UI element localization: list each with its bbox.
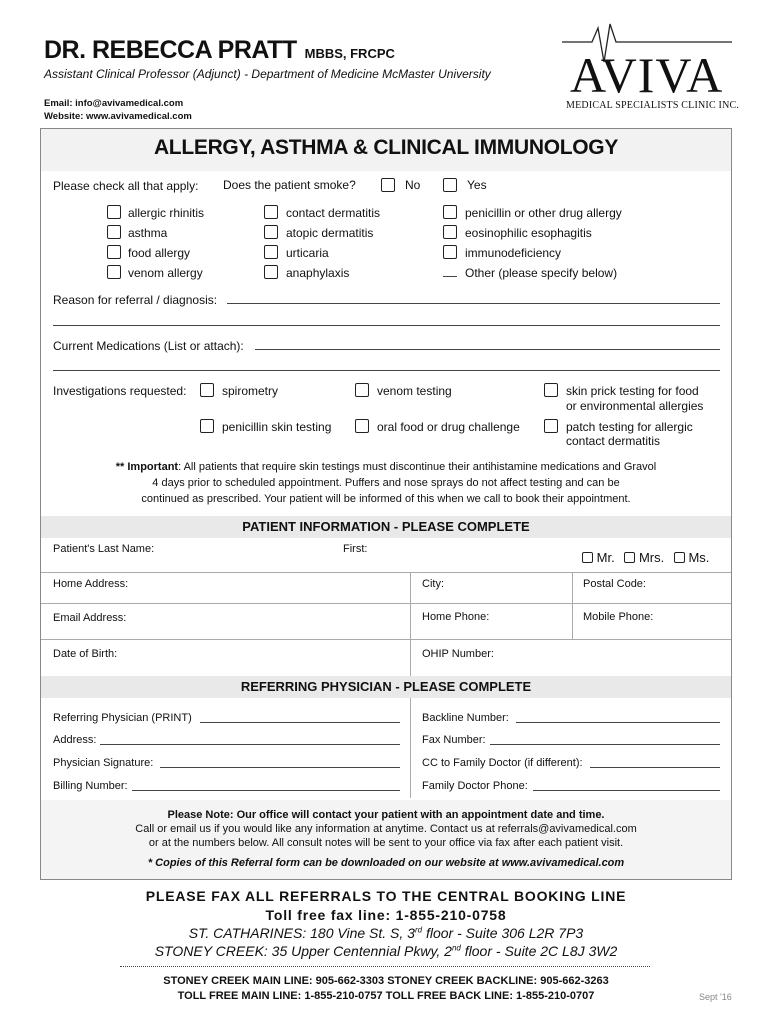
penicillin-skin-checkbox[interactable] (200, 419, 214, 433)
home-phone-label: Home Phone: (422, 611, 490, 623)
row-divider (41, 572, 731, 573)
investigation-label: or environmental allergies (566, 399, 704, 413)
logo-wordmark: AVIVA (570, 47, 724, 103)
skin-prick-checkbox[interactable] (544, 383, 558, 397)
ms-checkbox[interactable] (674, 552, 685, 563)
email-line: Email: info@avivamedical.com (44, 98, 184, 109)
condition-label: asthma (128, 226, 168, 240)
note-box: Please Note: Our office will contact your patient with an appointment date and time. Call or email us if you would like any information at anytime. Contact us at referrals@avivamedical.com or at the numbers below. All consult notes will be sent to your office via fax after each patient visit. * Copies of this Referral form can be downloaded on our website at www.avivamedical.com (135, 809, 637, 869)
asthma-checkbox[interactable] (107, 225, 121, 239)
investigation-label: contact dermatitis (566, 434, 661, 448)
website-line: Website: www.avivamedical.com (44, 111, 192, 122)
reason-field[interactable] (227, 303, 720, 304)
column-divider (410, 698, 411, 798)
investigation-label: spirometry (222, 384, 279, 398)
check-prompt: Please check all that apply: (53, 179, 199, 193)
eosinophilic-esophagitis-checkbox[interactable] (443, 225, 457, 239)
doctor-title: Assistant Clinical Professor (Adjunct) - Department of Medicine McMaster University (44, 67, 491, 81)
urticaria-checkbox[interactable] (264, 245, 278, 259)
condition-label: allergic rhinitis (128, 206, 205, 220)
cc-family-label: CC to Family Doctor (if different): (422, 757, 583, 769)
condition-label: atopic dermatitis (286, 226, 374, 240)
immunodeficiency-checkbox[interactable] (443, 245, 457, 259)
reason-label: Reason for referral / diagnosis: (53, 293, 218, 307)
medications-label: Current Medications (List or attach): (53, 339, 244, 353)
investigation-label: patch testing for allergic (566, 420, 693, 434)
smoke-yes-label: Yes (467, 178, 487, 192)
city-label: City: (422, 578, 444, 590)
condition-label: Other (please specify below) (465, 266, 618, 280)
first-name-label: First: (343, 543, 368, 555)
backline-label: Backline Number: (422, 712, 509, 724)
reason-field-line2[interactable] (53, 325, 720, 326)
fax-headline: PLEASE FAX ALL REFERRALS TO THE CENTRAL BOOKING LINE (145, 888, 627, 904)
smoke-no-label: No (405, 178, 421, 192)
st-catharines-address: ST. CATHARINES: 180 Vine St. S, 3rd floor - Suite 306 L2R 7P3 (188, 925, 584, 941)
postal-code-label: Postal Code: (583, 578, 646, 590)
row-divider (41, 639, 731, 640)
condition-label: eosinophilic esophagitis (465, 226, 592, 240)
fax-label: Fax Number: (422, 734, 486, 746)
address-label: Address: (53, 734, 97, 746)
important-lead: ** Important (115, 461, 179, 473)
mr-checkbox[interactable] (582, 552, 593, 563)
investigation-label: oral food or drug challenge (377, 420, 520, 434)
fax-field[interactable] (490, 744, 720, 745)
patch-testing-checkbox[interactable] (544, 419, 558, 433)
family-phone-field[interactable] (533, 790, 720, 791)
oral-challenge-checkbox[interactable] (355, 419, 369, 433)
footer-line2: TOLL FREE MAIN LINE: 1-855-210-0757 TOLL FREE BACK LINE: 1-855-210-0707 (177, 990, 595, 1002)
doctor-name: DR. REBECCA PRATT MBBS, FRCPC (44, 36, 395, 64)
anaphylaxis-checkbox[interactable] (264, 265, 278, 279)
tollfree-fax: Toll free fax line: 1-855-210-0758 (265, 907, 507, 923)
condition-label: food allergy (128, 246, 191, 260)
signature-field[interactable] (160, 767, 400, 768)
signature-label: Physician Signature: (53, 757, 154, 769)
investigations-label: Investigations requested: (53, 384, 187, 398)
other-blank[interactable] (443, 276, 457, 277)
dob-label: Date of Birth: (53, 648, 118, 660)
investigation-label: skin prick testing for food (566, 384, 699, 398)
investigation-label: venom testing (377, 384, 452, 398)
medications-field[interactable] (255, 349, 720, 350)
allergic-rhinitis-checkbox[interactable] (107, 205, 121, 219)
smoke-yes-checkbox[interactable] (443, 178, 457, 192)
medications-field-line2[interactable] (53, 370, 720, 371)
patient-section-title: PATIENT INFORMATION - PLEASE COMPLETE (41, 516, 731, 538)
contact-info (44, 97, 192, 123)
footer-line1: STONEY CREEK MAIN LINE: 905-662-3303 STONEY CREEK BACKLINE: 905-662-3263 (163, 975, 609, 987)
column-divider (410, 572, 411, 676)
ohip-label: OHIP Number: (422, 648, 494, 660)
physician-section-title: REFERRING PHYSICIAN - PLEASE COMPLETE (41, 676, 731, 698)
address-field[interactable] (100, 744, 400, 745)
dotted-divider (120, 966, 650, 967)
food-allergy-checkbox[interactable] (107, 245, 121, 259)
important-notice: ** Important: All patients that require skin testings must discontinue their antihistamine medications and Gravol 4 days prior to scheduled appointment. Puffers and nose sprays do not affect testing and can be continued as prescribed. Your patient will be informed of this when we call to book their appointment. (115, 461, 657, 505)
drug-allergy-checkbox[interactable] (443, 205, 457, 219)
contact-dermatitis-checkbox[interactable] (264, 205, 278, 219)
form-title: ALLERGY, ASTHMA & CLINICAL IMMUNOLOGY (153, 136, 619, 159)
mrs-checkbox[interactable] (624, 552, 635, 563)
backline-field[interactable] (516, 722, 720, 723)
home-address-label: Home Address: (53, 578, 129, 590)
venom-testing-checkbox[interactable] (355, 383, 369, 397)
condition-label: urticaria (286, 246, 329, 260)
condition-label: anaphylaxis (286, 266, 350, 280)
column-divider (572, 572, 573, 639)
billing-field[interactable] (132, 790, 400, 791)
credentials: MBBS, FRCPC (304, 46, 395, 61)
smoke-no-checkbox[interactable] (381, 178, 395, 192)
mobile-phone-label: Mobile Phone: (583, 611, 654, 623)
referring-physician-label: Referring Physician (PRINT) (53, 712, 192, 724)
logo-subtitle: MEDICAL SPECIALISTS CLINIC INC. (566, 100, 740, 111)
referring-physician-field[interactable] (200, 722, 400, 723)
cc-family-field[interactable] (590, 767, 720, 768)
condition-label: penicillin or other drug allergy (465, 206, 622, 220)
billing-label: Billing Number: (53, 780, 128, 792)
salutation-options: Mr. Mrs. Ms. (582, 550, 709, 565)
atopic-dermatitis-checkbox[interactable] (264, 225, 278, 239)
venom-allergy-checkbox[interactable] (107, 265, 121, 279)
form-date: Sept '16 (699, 992, 732, 1002)
row-divider (41, 603, 731, 604)
condition-label: venom allergy (128, 266, 203, 280)
aviva-logo (562, 22, 740, 112)
family-phone-label: Family Doctor Phone: (422, 780, 528, 792)
condition-label: contact dermatitis (286, 206, 381, 220)
smoke-question: Does the patient smoke? (223, 178, 356, 192)
investigation-label: penicillin skin testing (222, 420, 332, 434)
spirometry-checkbox[interactable] (200, 383, 214, 397)
stoney-creek-address: STONEY CREEK: 35 Upper Centennial Pkwy, 2nd floor - Suite 2C L8J 3W2 (154, 943, 618, 959)
email-label: Email Address: (53, 612, 127, 624)
condition-label: immunodeficiency (465, 246, 562, 260)
last-name-label: Patient's Last Name: (53, 543, 155, 555)
